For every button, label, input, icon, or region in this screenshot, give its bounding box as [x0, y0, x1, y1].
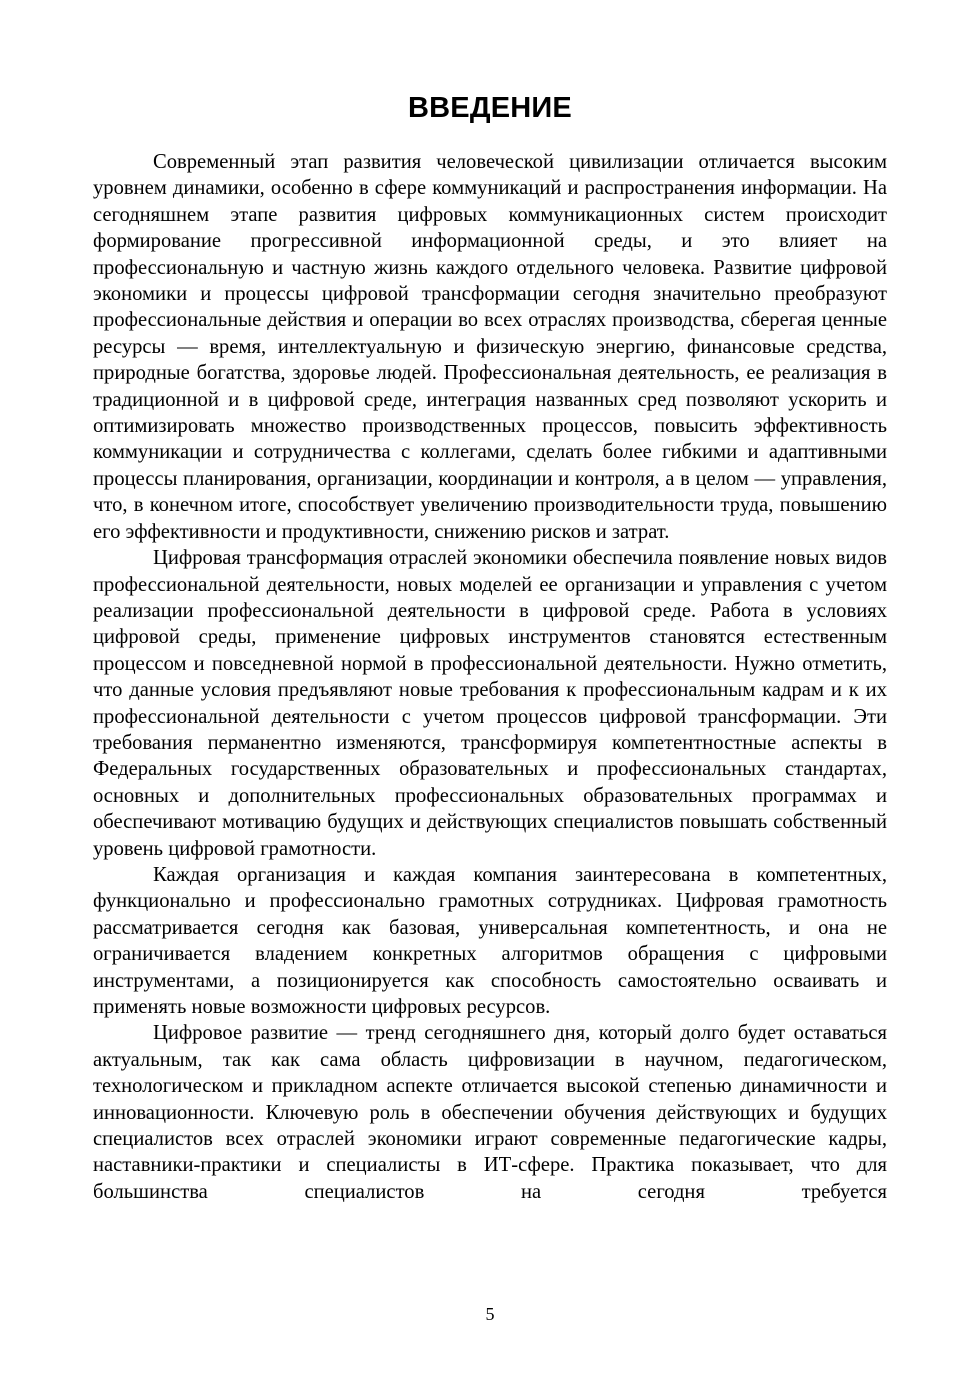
page-title: ВВЕДЕНИЕ: [408, 92, 572, 124]
paragraph-3: Каждая организация и каждая компания заинтересована в компетентных, функционально и профессионально грамотных сотрудниках. Цифровая грамотность рассматривается сегодня как базовая, универсальная компетентность, и она не ограничивается владением конкретных алгоритмов обращения с цифровыми инструментами, а позиционируется как способность самостоятельно осваивать и применять новые возможности цифровых ресурсов.: [93, 863, 887, 1018]
page-number: 5: [485, 1304, 495, 1324]
paragraph-1: Современный этап развития человеческой цивилизации отличается высоким уровнем динамики, особенно в сфере коммуникаций и распространения информации. На сегодняшнем этапе развития цифровых коммуникационных систем происходит формирование прогрессивной информационной среды, и это влияет на профессиональную и частную жизнь каждого отдельного человека. Развитие цифровой экономики и процессы цифровой трансформации сегодня значительно преобразуют профессиональные действия и операции во всех отраслях производства, сберегая ценные ресурсы — время, интеллектуальную и физическую энергию, финансовые средства, природные богатства, здоровье людей. Профессиональная деятельность, ее реализация в традиционной и в цифровой среде, интеграция названных сред позволяют ускорить и оптимизировать множество производственных процессов, повысить эффективность коммуникации и сотрудничества с коллегами, сделать более гибкими и адаптивными процессы планирования, организации, координации и контроля, а в целом — управления, что, в конечном итоге, способствует увеличению производительности труда, повышению его эффективности и продуктивности, снижению рисков и затрат.: [93, 151, 887, 543]
body-text: [93, 149, 887, 1205]
paragraph-4: Цифровое развитие — тренд сегодняшнего дня, который долго будет оставаться актуальным, так как сама область цифровизации в научном, педагогическом, технологическом и прикладном аспекте отличается высокой степенью динамичности и инновационности. Ключевую роль в обеспечении обучения действующих и будущих специалистов всех отраслей экономики играют современные педагогические кадры, наставники-практики и специалисты в ИТ-сфере. Практика показывает, что для большинства специалистов на сегодня требуется: [93, 1022, 887, 1203]
paragraph-2: Цифровая трансформация отраслей экономики обеспечила появление новых видов профессиональной деятельности, новых моделей ее организации и управления с учетом реализации профессиональной деятельности в цифровой среде. Работа в условиях цифровой среды, применение цифровых инструментов становятся естественным процессом и повседневной нормой в профессиональной деятельности. Нужно отметить, что данные условия предъявляют новые требования к профессиональным кадрам и к их профессиональной деятельности с учетом процессов цифровой трансформации. Эти требования перманентно изменяются, трансформируя компетентностные аспекты в Федеральных государственных образовательных и профессиональных стандартах, основных и дополнительных профессиональных образовательных программах и обеспечивают мотивацию будущих и действующих специалистов повышать собственный уровень цифровой грамотности.: [93, 547, 887, 860]
